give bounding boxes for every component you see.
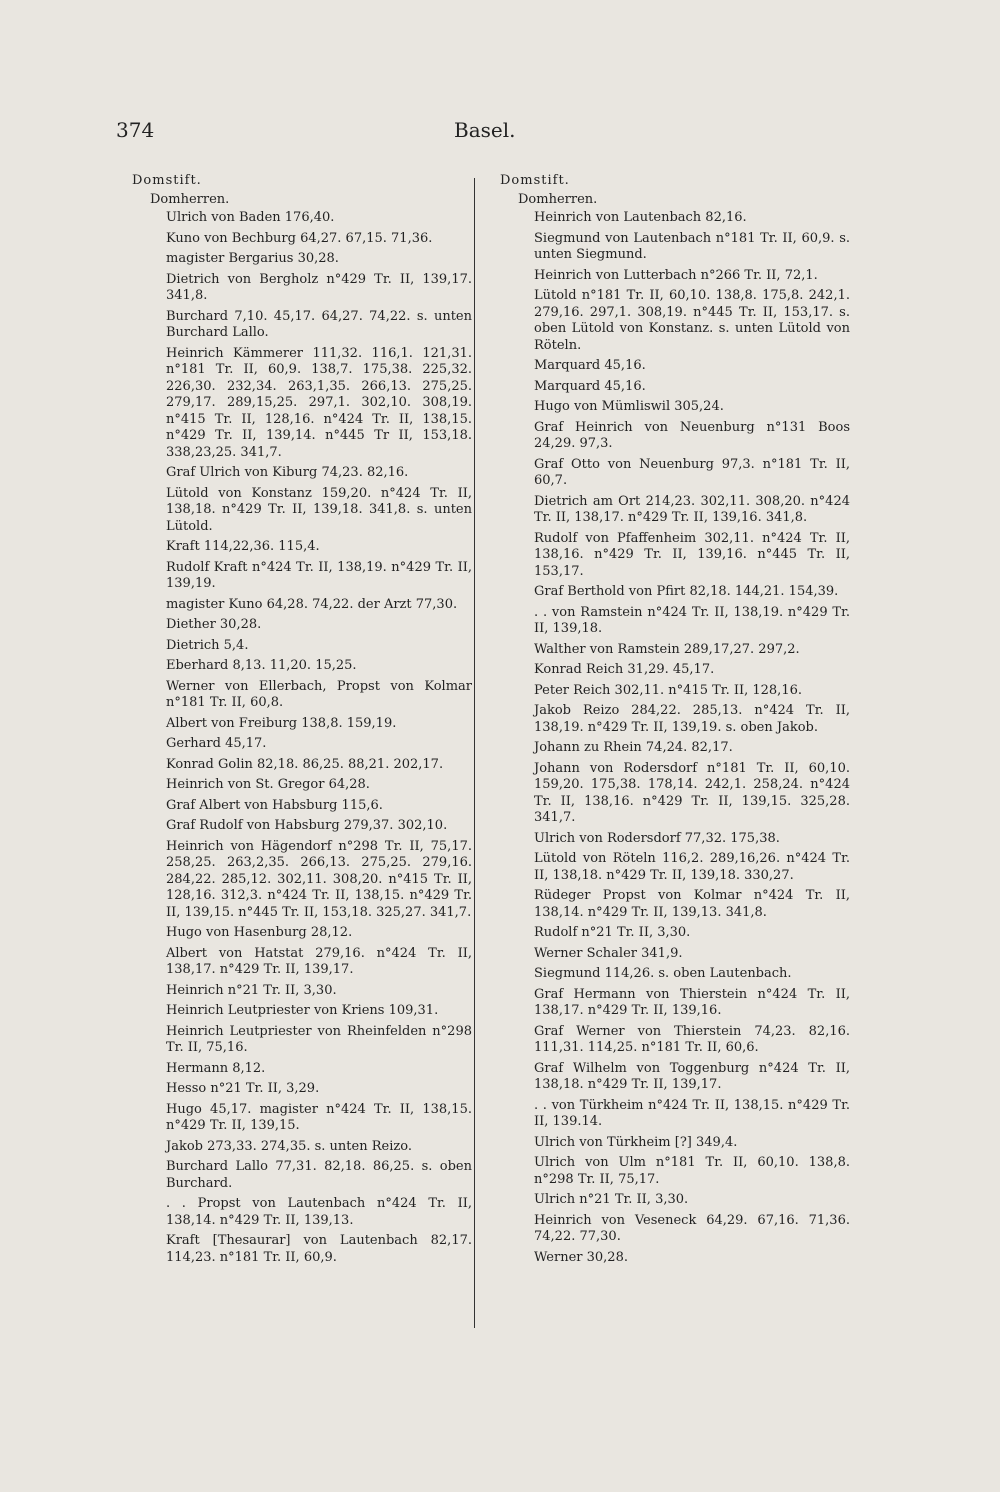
list-item: Hermann 8,12. — [166, 1060, 266, 1076]
right-column — [500, 172, 850, 1270]
list-item: Gerhard 45,17. — [166, 736, 267, 751]
list-item: Graf Otto von Neuenburg 97,3. n°181 Tr. II, 60,7. — [534, 456, 850, 488]
list-item: Siegmund 114,26. s. oben Lautenbach. — [534, 966, 792, 981]
list-item: Werner Schaler 341,9. — [534, 945, 683, 961]
list-item: Albert von Freiburg 138,8. 159,19. — [166, 715, 397, 731]
list-item: Kuno von Bechburg 64,27. 67,15. 71,36. — [166, 230, 433, 246]
list-item: Diether 30,28. — [166, 617, 262, 632]
list-item: Graf Ulrich von Kiburg 74,23. 82,16. — [166, 465, 409, 480]
list-item: Burchard Lallo 77,31. 82,18. 86,25. s. oben Burchard. — [166, 1159, 472, 1191]
list-item: Dietrich 5,4. — [166, 637, 249, 653]
list-item: Ulrich n°21 Tr. II, 3,30. — [534, 1192, 689, 1207]
list-item: Peter Reich 302,11. n°415 Tr. II, 128,16. — [534, 682, 802, 698]
page-number: 374 — [116, 118, 155, 142]
section-heading: Domstift. — [132, 173, 202, 188]
list-item: Graf Albert von Habsburg 115,6. — [166, 797, 383, 813]
list-item: Konrad Golin 82,18. 86,25. 88,21. 202,17. — [166, 756, 444, 772]
list-item: Heinrich n°21 Tr. II, 3,30. — [166, 982, 337, 998]
list-item: Ulrich von Türkheim [?] 349,4. — [534, 1134, 738, 1150]
list-item: Rudolf Kraft n°424 Tr. II, 138,19. n°429 Tr. II, 139,19. — [166, 559, 472, 591]
left-column — [132, 172, 472, 1270]
list-item: Heinrich von Hägendorf n°298 Tr. II, 75,17. 258,25. 263,2,35. 266,13. 275,25. 279,16. 284,22. 285,12. 302,11. 308,20. n°415 Tr. II, 128,16. 312,3. n°424 Tr. II, 138,15. n°429 Tr. II, 139,15. n°445 Tr. II, 153,18. 325,27. 341,7. — [166, 838, 472, 920]
list-item: Ulrich von Rodersdorf 77,32. 175,38. — [534, 830, 780, 846]
list-item: Graf Berthold von Pfirt 82,18. 144,21. 154,39. — [534, 584, 839, 599]
list-item: Heinrich von St. Gregor 64,28. — [166, 777, 370, 792]
list-item: Heinrich Leutpriester von Rheinfelden n°298 Tr. II, 75,16. — [166, 1023, 472, 1055]
list-item: Kraft 114,22,36. 115,4. — [166, 539, 320, 554]
list-item: Marquard 45,16. — [534, 378, 646, 394]
list-item: Heinrich von Veseneck 64,29. 67,16. 71,36. 74,22. 77,30. — [534, 1212, 850, 1244]
list-item: Johann von Rodersdorf n°181 Tr. II, 60,10. 159,20. 175,38. 178,14. 242,1. 258,24. n°424 Tr. II, 138,16. n°429 Tr. II, 139,15. 325,28. 341,7. — [534, 760, 850, 825]
list-item: Jakob Reizo 284,22. 285,13. n°424 Tr. II, 138,19. n°429 Tr. II, 139,19. s. oben Jakob. — [534, 703, 850, 735]
list-item: Graf Rudolf von Habsburg 279,37. 302,10. — [166, 818, 448, 833]
list-item: Albert von Hatstat 279,16. n°424 Tr. II, 138,17. n°429 Tr. II, 139,17. — [166, 945, 472, 977]
list-item: Jakob 273,33. 274,35. s. unten Reizo. — [166, 1138, 412, 1154]
list-item: Hugo 45,17. magister n°424 Tr. II, 138,15. n°429 Tr. II, 139,15. — [166, 1101, 472, 1133]
list-item: Heinrich von Lautenbach 82,16. — [534, 210, 747, 225]
list-item: Konrad Reich 31,29. 45,17. — [534, 662, 715, 677]
column-divider — [474, 178, 475, 1328]
list-item: Lütold von Konstanz 159,20. n°424 Tr. II, 138,18. n°429 Tr. II, 139,18. 341,8. s. unten Lütold. — [166, 485, 472, 534]
list-item: Dietrich am Ort 214,23. 302,11. 308,20. n°424 Tr. II, 138,17. n°429 Tr. II, 139,16. 341,8. — [534, 493, 850, 525]
list-item: magister Kuno 64,28. 74,22. der Arzt 77,30. — [166, 596, 458, 612]
list-item: Lütold n°181 Tr. II, 60,10. 138,8. 175,8. 242,1. 279,16. 297,1. 308,19. n°445 Tr. II, 153,17. s. oben Lütold von Konstanz. s. unten Lütold von Röteln. — [534, 288, 850, 353]
list-item: . . von Türkheim n°424 Tr. II, 138,15. n°429 Tr. II, 139.14. — [534, 1097, 850, 1129]
list-item: Graf Heinrich von Neuenburg n°131 Boos 24,29. 97,3. — [534, 419, 850, 451]
list-item: Eberhard 8,13. 11,20. 15,25. — [166, 658, 357, 673]
list-item: Heinrich Leutpriester von Kriens 109,31. — [166, 1003, 439, 1018]
list-item: Johann zu Rhein 74,24. 82,17. — [534, 740, 733, 755]
section-heading: Domstift. — [500, 173, 570, 188]
list-item: Siegmund von Lautenbach n°181 Tr. II, 60,9. s. unten Siegmund. — [534, 230, 850, 262]
list-item: Graf Werner von Thierstein 74,23. 82,16. 111,31. 114,25. n°181 Tr. II, 60,6. — [534, 1023, 850, 1055]
list-item: Ulrich von Baden 176,40. — [166, 210, 335, 225]
list-item: . . von Ramstein n°424 Tr. II, 138,19. n°429 Tr. II, 139,18. — [534, 604, 850, 636]
list-item: Rudolf von Pfaffenheim 302,11. n°424 Tr. II, 138,16. n°429 Tr. II, 139,16. n°445 Tr. II, 153,17. — [534, 530, 850, 579]
list-item: Rudolf n°21 Tr. II, 3,30. — [534, 925, 691, 940]
list-item: Hesso n°21 Tr. II, 3,29. — [166, 1081, 320, 1096]
subsection-heading: Domherren. — [150, 192, 230, 207]
list-item: Werner 30,28. — [534, 1249, 628, 1265]
list-item: Ulrich von Ulm n°181 Tr. II, 60,10. 138,8. n°298 Tr. II, 75,17. — [534, 1155, 850, 1187]
list-item: Heinrich Kämmerer 111,32. 116,1. 121,31. n°181 Tr. II, 60,9. 138,7. 175,38. 225,32. 226,30. 232,34. 263,1,35. 266,13. 275,25. 279,17. 289,15,25. 297,1. 302,10. 308,19. n°415 Tr. II, 128,16. n°424 Tr. II, 138,15. n°429 Tr. II, 139,14. n°445 Tr II, 153,18. 338,23,25. 341,7. — [166, 345, 472, 460]
entry-list — [500, 210, 850, 1266]
list-item: Kraft [Thesaurar] von Lautenbach 82,17. 114,23. n°181 Tr. II, 60,9. — [166, 1233, 472, 1265]
list-item: Dietrich von Bergholz n°429 Tr. II, 139,17. 341,8. — [166, 271, 472, 303]
subsection-heading: Domherren. — [518, 192, 598, 207]
list-item: . . Propst von Lautenbach n°424 Tr. II, 138,14. n°429 Tr. II, 139,13. — [166, 1196, 472, 1228]
list-item: Rüdeger Propst von Kolmar n°424 Tr. II, 138,14. n°429 Tr. II, 139,13. 341,8. — [534, 888, 850, 920]
list-item: Graf Wilhelm von Toggenburg n°424 Tr. II, 138,18. n°429 Tr. II, 139,17. — [534, 1060, 850, 1092]
running-head: Basel. — [454, 118, 516, 142]
list-item: Heinrich von Lutterbach n°266 Tr. II, 72,1. — [534, 267, 818, 283]
list-item: Lütold von Röteln 116,2. 289,16,26. n°424 Tr. II, 138,18. n°429 Tr. II, 139,18. 330,27. — [534, 851, 850, 883]
list-item: Werner von Ellerbach, Propst von Kolmar n°181 Tr. II, 60,8. — [166, 678, 472, 710]
list-item: magister Bergarius 30,28. — [166, 251, 339, 266]
list-item: Walther von Ramstein 289,17,27. 297,2. — [534, 641, 800, 657]
entry-list — [132, 210, 472, 1266]
list-item: Hugo von Mümliswil 305,24. — [534, 399, 724, 414]
list-item: Graf Hermann von Thierstein n°424 Tr. II, 138,17. n°429 Tr. II, 139,16. — [534, 986, 850, 1018]
list-item: Burchard 7,10. 45,17. 64,27. 74,22. s. unten Burchard Lallo. — [166, 308, 472, 340]
list-item: Marquard 45,16. — [534, 358, 646, 373]
list-item: Hugo von Hasenburg 28,12. — [166, 925, 353, 940]
